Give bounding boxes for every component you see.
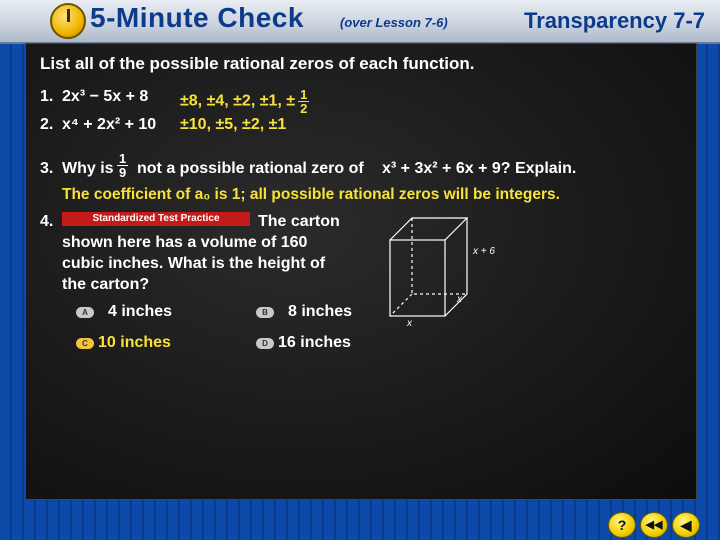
option-d-badge[interactable]: D	[256, 338, 274, 349]
slide-title: 5-Minute Check	[90, 2, 304, 33]
q1-number: 1.	[40, 88, 54, 105]
option-c-badge[interactable]: C	[76, 338, 94, 349]
option-b-badge[interactable]: B	[256, 307, 274, 318]
option-b-text[interactable]: 8 inches	[288, 303, 353, 320]
header-bar	[0, 0, 720, 44]
q3-text-b: not a possible rational zero of	[137, 160, 364, 177]
clock-icon	[50, 3, 86, 39]
option-c-text[interactable]: 10 inches	[98, 334, 171, 351]
q4-number: 4.	[40, 213, 54, 230]
box-width-label: x	[407, 318, 412, 329]
option-a-text[interactable]: 4 inches	[108, 303, 173, 320]
box-height-label: x + 6	[473, 246, 495, 257]
q2-expression: x⁴ + 2x² + 10	[62, 116, 157, 133]
help-button[interactable]: ?	[608, 512, 636, 538]
q1-expression: 2x³ − 5x + 8	[62, 88, 149, 105]
q4-line1: The carton	[258, 213, 340, 230]
q4-line4: the carton?	[62, 276, 150, 293]
q3-text-a: Why is	[62, 160, 114, 177]
q1-answer: ±8, ±4, ±2, ±1, ± $\frac{1}{2}$	[180, 87, 308, 116]
q4-line2: shown here has a volume of 160	[62, 234, 308, 251]
instruction-text: List all of the possible rational zeros of each function.	[40, 54, 475, 73]
previous-button[interactable]: ◀	[672, 512, 700, 538]
lesson-subtitle: (over Lesson 7-6)	[340, 15, 448, 30]
q3-number: 3.	[40, 160, 54, 177]
q2-number: 2.	[40, 116, 54, 133]
option-d-text[interactable]: 16 inches	[278, 334, 351, 351]
q3-answer: The coefficient of a₀ is 1; all possible rational zeros will be integers.	[62, 186, 560, 203]
option-a-badge[interactable]: A	[76, 307, 94, 318]
back-to-start-button[interactable]: ◀◀	[640, 512, 668, 538]
carton-diagram	[380, 210, 500, 330]
q1-fraction: $\frac{1}{2}$	[300, 87, 308, 116]
q2-answer: ±10, ±5, ±2, ±1	[180, 116, 287, 133]
box-depth-label: x	[457, 294, 462, 305]
standardized-test-banner: Standardized Test Practice	[62, 212, 250, 226]
q3-expression: x³ + 3x² + 6x + 9? Explain.	[382, 160, 577, 177]
q4-line3: cubic inches. What is the height of	[62, 255, 326, 272]
q3-fraction: $\frac{1}{9}$	[119, 151, 127, 180]
transparency-label: Transparency 7-7	[524, 8, 705, 33]
